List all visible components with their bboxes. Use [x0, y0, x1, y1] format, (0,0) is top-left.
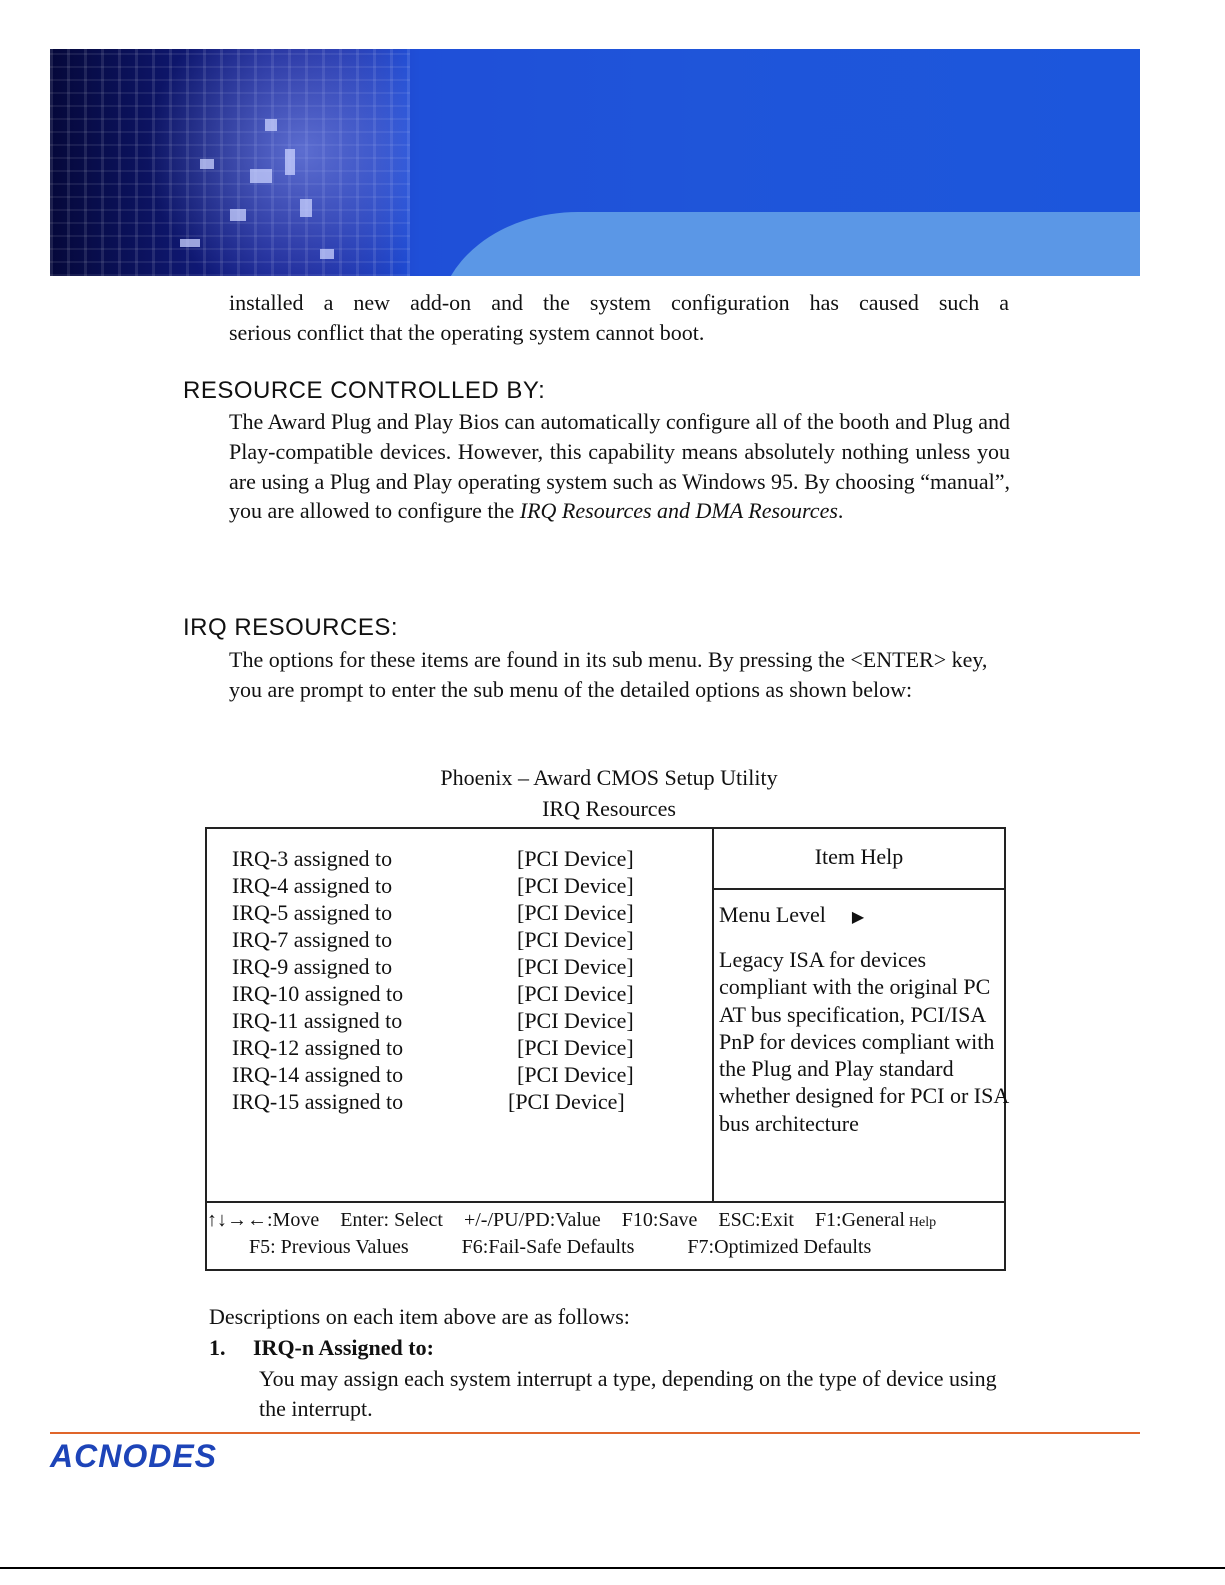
irq-row[interactable] [232, 1034, 634, 1061]
menu-level-label: Menu Level [719, 902, 826, 927]
key-legend [207, 1201, 1004, 1273]
key-fail-safe: F6:Fail-Safe Defaults [461, 1236, 635, 1258]
bios-screen [205, 827, 1009, 1271]
key-exit: ESC:Exit [718, 1209, 794, 1231]
irq-row[interactable] [232, 1007, 634, 1034]
acnodes-logo: ACNODES [50, 1438, 218, 1474]
irq-label: IRQ-9 assigned to [232, 954, 393, 979]
intro-line-1: installed a new add-on and the system configuration has caused such a [229, 290, 1009, 315]
irq-label: IRQ-10 assigned to [232, 981, 404, 1006]
descriptions-intro: Descriptions on each item above are as follows: [209, 1304, 630, 1329]
irq-row[interactable] [232, 1061, 634, 1088]
irq-label: IRQ-7 assigned to [232, 927, 393, 952]
intro-paragraph [229, 288, 1009, 347]
key-legend-line-1 [207, 1207, 936, 1236]
intro-line-2: serious conflict that the operating system cannot boot. [229, 319, 705, 345]
irq-value[interactable]: [PCI Device] [517, 1008, 634, 1033]
page-bottom-rule [0, 1567, 1225, 1569]
key-move: ↑↓→←:Move [207, 1209, 320, 1231]
key-general-help: Help [908, 1215, 937, 1230]
irq-label: IRQ-4 assigned to [232, 873, 393, 898]
key-legend-line-2 [249, 1234, 919, 1261]
irq-label: IRQ-3 assigned to [232, 846, 393, 871]
bios-title: Phoenix – Award CMOS Setup Utility [440, 765, 778, 790]
resource-controlled-paragraph [229, 407, 1010, 526]
irq-resources-heading: IRQ RESOURCES: [183, 614, 399, 641]
irq-value[interactable]: [PCI Device] [517, 846, 634, 871]
description-item-number: 1. [209, 1335, 226, 1360]
header-banner [50, 49, 1140, 276]
irq-value[interactable]: [PCI Device] [517, 927, 634, 952]
item-help-title: Item Help [714, 829, 1004, 890]
key-value: +/-/PU/PD:Value [463, 1209, 601, 1231]
banner-curve [438, 212, 1140, 276]
irq-value[interactable]: [PCI Device] [517, 981, 634, 1006]
irq-row[interactable] [232, 872, 634, 899]
irq-row[interactable] [232, 926, 634, 953]
description-item-title: IRQ-n Assigned to: [253, 1335, 434, 1360]
key-save: F10:Save [621, 1209, 698, 1231]
irq-value[interactable]: [PCI Device] [517, 1035, 634, 1060]
irq-value[interactable]: [PCI Device] [517, 1062, 634, 1087]
irq-row[interactable] [232, 980, 634, 1007]
circuit-board-image [50, 49, 410, 276]
triangle-right-icon: ▶ [851, 909, 865, 926]
irq-value[interactable]: [PCI Device] [508, 1089, 625, 1114]
description-item-text: You may assign each system interrupt a type, depending on the type of device using the interrupt. [259, 1366, 997, 1421]
irq-value[interactable]: [PCI Device] [517, 900, 634, 925]
irq-row[interactable] [232, 1088, 625, 1115]
irq-label: IRQ-14 assigned to [232, 1062, 404, 1087]
key-general: F1:General [814, 1209, 905, 1231]
menu-level [719, 902, 864, 928]
irq-resources-paragraph: The options for these items are found in its sub menu. By pressing the <ENTER> key, you are prompt to enter the sub menu of the detailed options as shown below: [229, 647, 988, 702]
irq-label: IRQ-15 assigned to [232, 1089, 404, 1114]
key-previous-values: F5: Previous Values [249, 1236, 409, 1258]
key-select: Enter: Select [340, 1209, 443, 1231]
resource-controlled-end: . [837, 498, 844, 524]
footer-rule [50, 1432, 1140, 1434]
irq-label: IRQ-5 assigned to [232, 900, 393, 925]
irq-row[interactable] [232, 845, 634, 872]
irq-label: IRQ-11 assigned to [232, 1008, 403, 1033]
key-optimized: F7:Optimized Defaults [687, 1236, 872, 1258]
resource-controlled-italic: IRQ Resources and DMA Resources [519, 498, 838, 524]
irq-label: IRQ-12 assigned to [232, 1035, 404, 1060]
irq-value[interactable]: [PCI Device] [517, 873, 634, 898]
resource-controlled-heading: RESOURCE CONTROLLED BY: [183, 377, 546, 404]
item-help-text: Legacy ISA for devices compliant with the original PC AT bus specification, PCI/ISA PnP for devices compliant with the Plug and Play standard whether designed for PCI or ISA bus architecture [719, 947, 1009, 1136]
resource-controlled-text: The Award Plug and Play Bios can automatically configure all of the booth and Plug and Play-compatible devices. However, this capability means absolutely nothing unless you are using a Plug and Play operating system such as Windows 95. By choosing “manual”, you are allowed to configure the [229, 409, 1010, 524]
irq-value[interactable]: [PCI Device] [517, 954, 634, 979]
item-help-panel [714, 829, 1009, 1201]
irq-row[interactable] [232, 899, 634, 926]
irq-row[interactable] [232, 953, 634, 980]
irq-settings-panel [207, 829, 714, 1201]
bios-subtitle: IRQ Resources [542, 796, 676, 821]
